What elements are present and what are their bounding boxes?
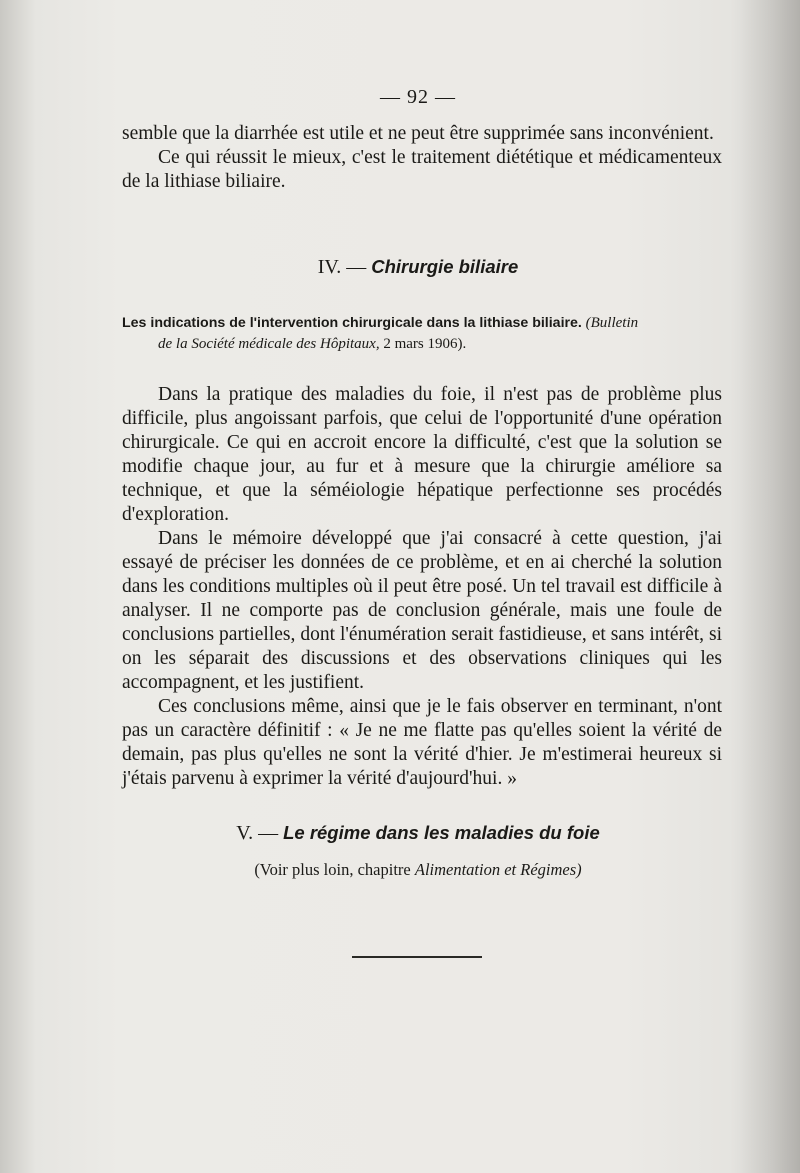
note-italic-alimentation: Alimentation xyxy=(414,860,501,879)
note-text: (Voir plus loin, chapitre xyxy=(254,860,411,879)
paragraph-continuation: semble que la diarrhée est utile et ne peut être supprimée sans inconvénient. xyxy=(122,123,714,144)
body-text xyxy=(122,383,722,791)
cross-reference-note xyxy=(0,860,800,880)
citation-second-line xyxy=(122,334,724,355)
citation xyxy=(122,313,724,355)
paragraph-conclusions: Ces conclusions même, ainsi que je le fais observer en terminant, n'ont pas un caractère définitif : « Je ne me flatte pas qu'elles soient la vérité de demain, pas plus qu'elles ne sont la vérité d'hier. Je m'estimerai heureux si j'étais parvenu à exprimer la vérité d'aujourd'hui. » xyxy=(122,696,722,789)
section-number: IV. — xyxy=(317,256,367,278)
page-number: — 92 — xyxy=(380,86,456,108)
citation-source: de la Société médicale des Hôpitaux, xyxy=(158,336,380,352)
end-rule xyxy=(352,956,482,958)
page-edge-shadow xyxy=(730,0,800,1173)
note-conjunction: et xyxy=(504,860,517,879)
citation-title: Les indications de l'intervention chirurgicale dans la lithiase biliaire. xyxy=(122,315,582,331)
paragraph-memoir: Dans le mémoire développé que j'ai consacré à cette question, j'ai essayé de préciser les données de ce problème, et en ai cherché la solution dans les conditions multiples où il peut être posé. Un tel travail est difficile à analyser. Il ne comporte pas de conclusion générale, mais une foule de conclusions partielles, dont l'énumération serait fastidieuse, et sans intérêt, si on les séparait des discussions et des observations cliniques qui les accompagnent, et les justifient. xyxy=(122,528,722,693)
note-italic-regimes: Régimes) xyxy=(520,860,582,879)
citation-source-open: (Bulletin xyxy=(585,315,639,331)
paragraph-practice: Dans la pratique des maladies du foie, il n'est pas de problème plus difficile, plus angoissant parfois, que celui de l'opportunité d'une opération chirurgicale. Ce qui en accroit encore la difficulté, c'est que la solution se modifie chaque jour, au fur et à mesure que la chirurgie améliore sa technique, et que la séméiologie hépatique perfectionne ses procédés d'exploration. xyxy=(122,384,722,525)
section-heading-v xyxy=(0,822,800,845)
citation-date: 2 mars 1906). xyxy=(383,336,467,352)
section-heading-iv xyxy=(0,256,800,279)
intro-text xyxy=(122,122,722,194)
section-number: V. — xyxy=(236,822,279,844)
paragraph-treatment: Ce qui réussit le mieux, c'est le traitement diététique et médicamenteux de la lithiase biliaire. xyxy=(122,147,722,192)
section-title: Chirurgie biliaire xyxy=(371,256,519,277)
section-title: Le régime dans les maladies du foie xyxy=(283,822,600,843)
